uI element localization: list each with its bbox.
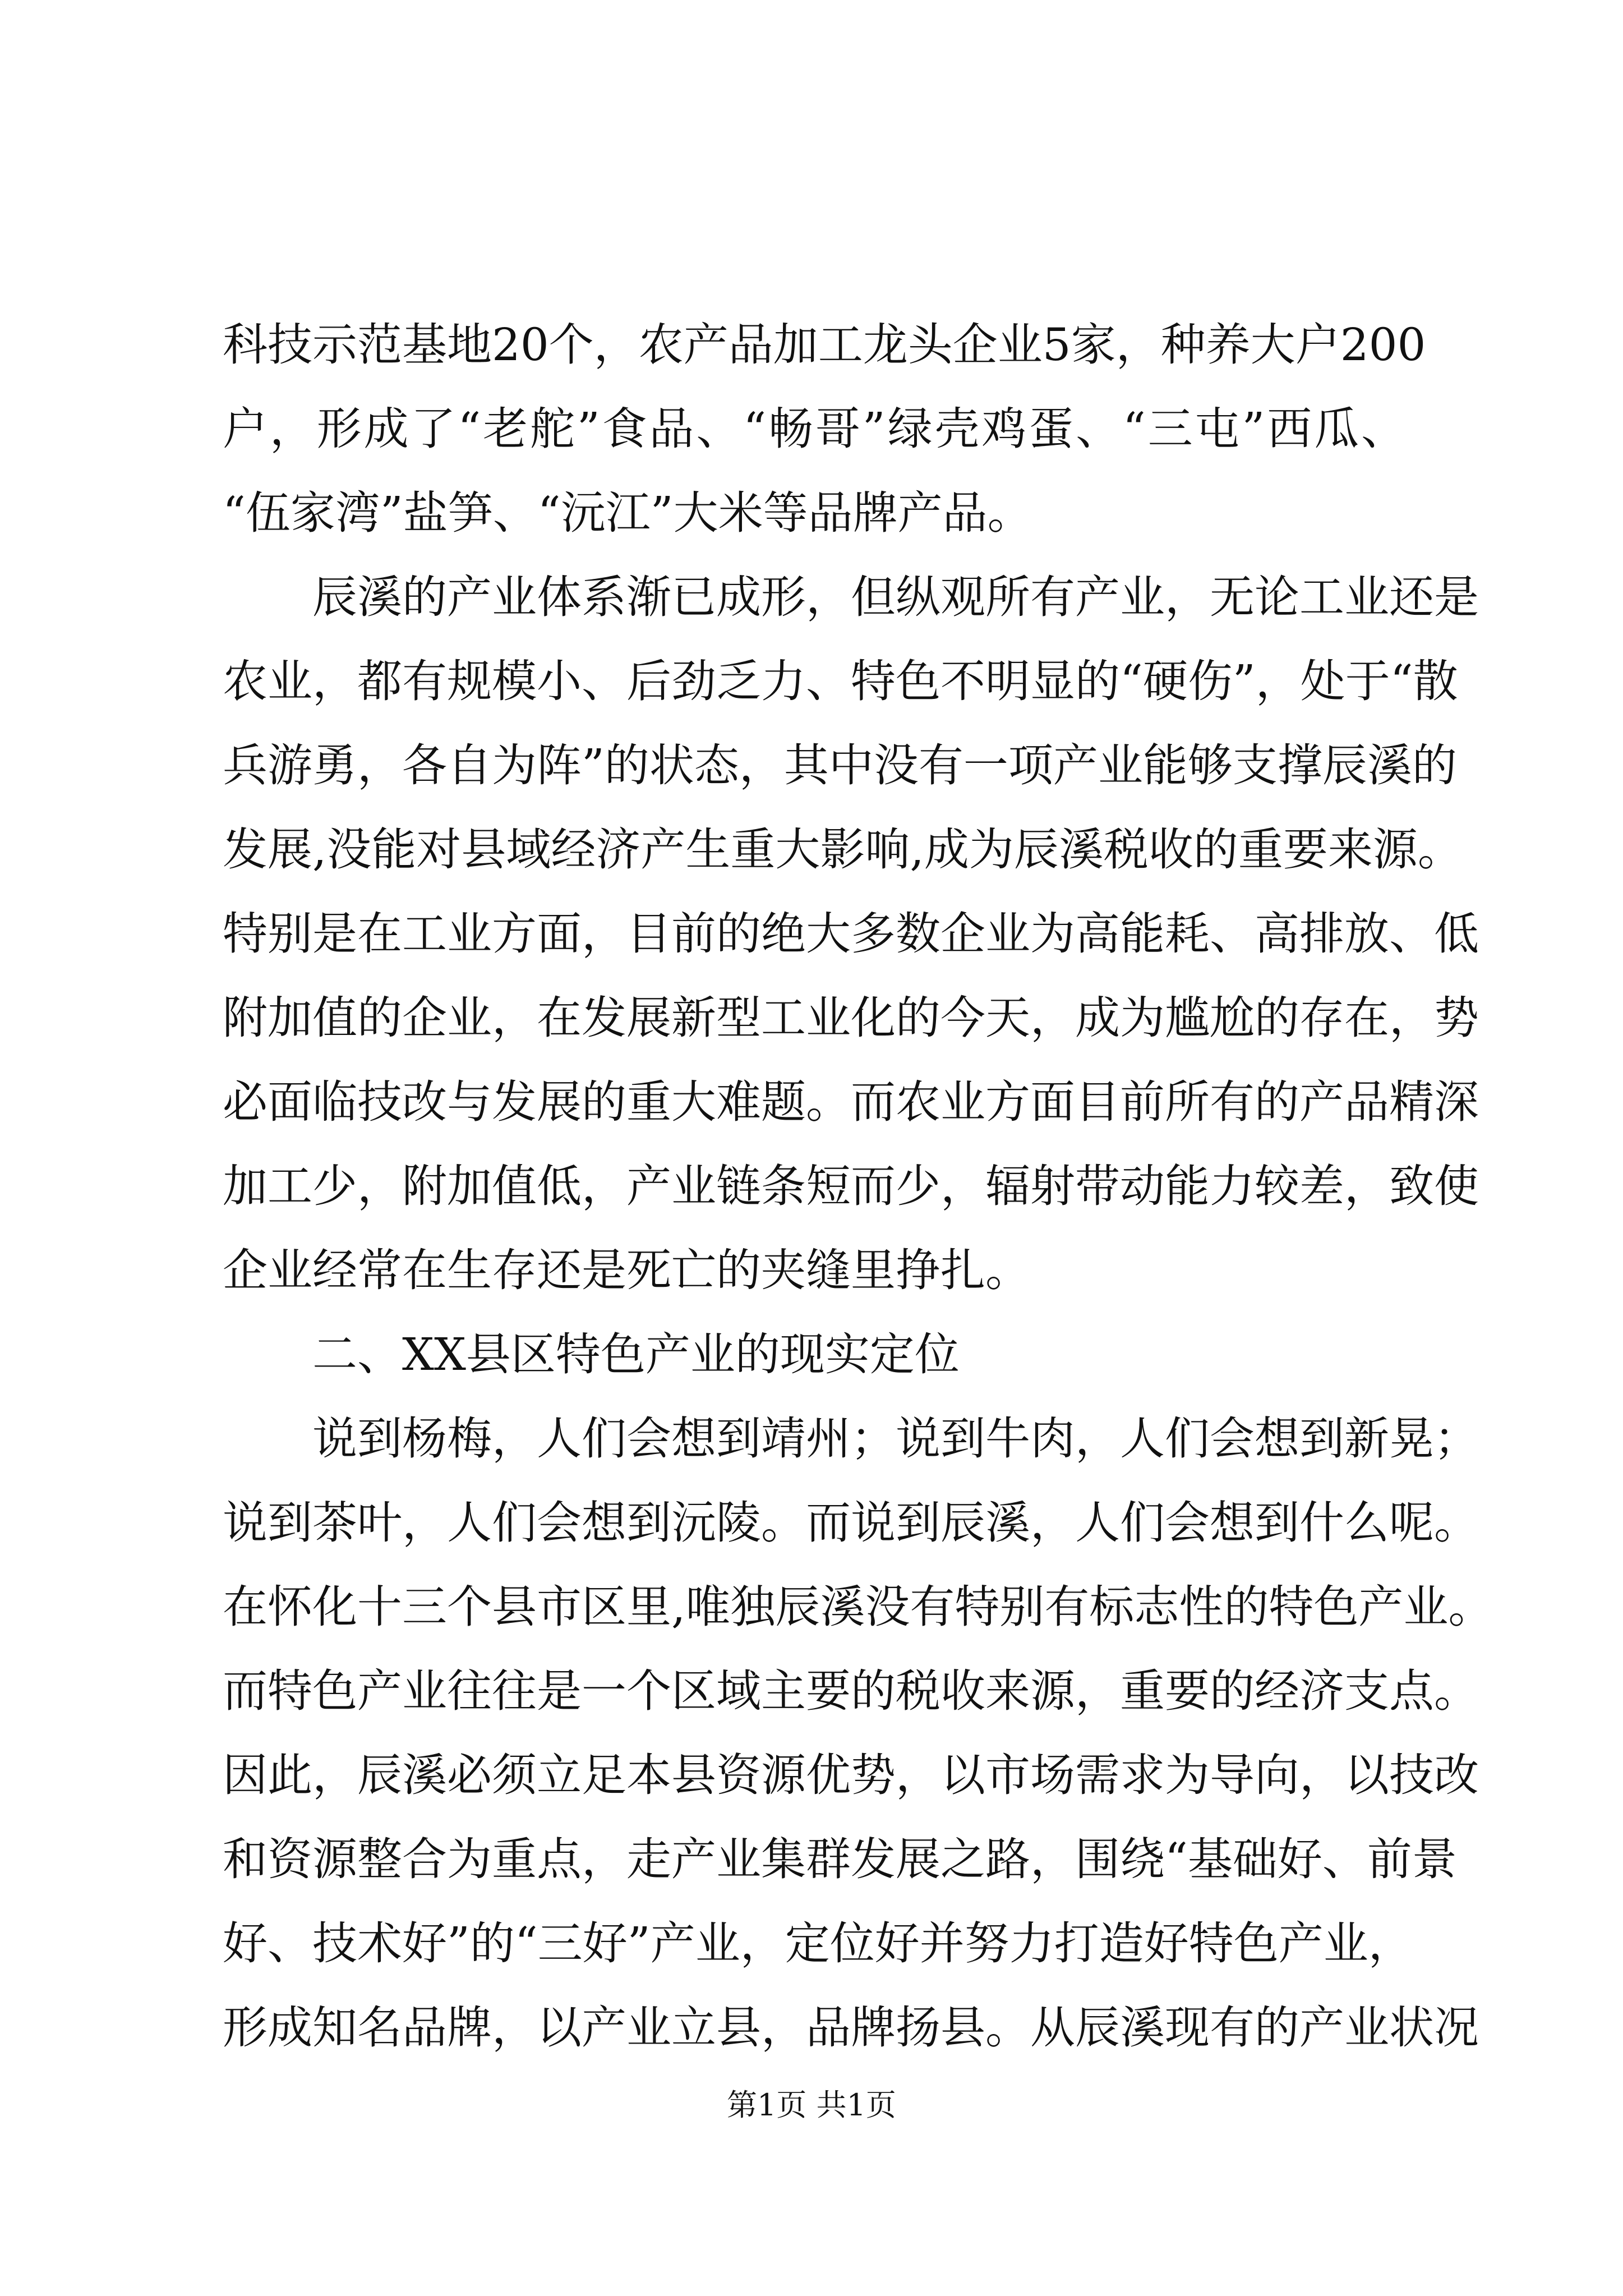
text-line: 企业经常在生存还是死亡的夹缝里挣扎。 [223,1244,1030,1296]
text-line: 科技示范基地20个，农产品加工龙头企业5家，种养大户200 [223,319,1426,371]
text-line: 而特色产业往往是一个区域主要的税收来源，重要的经济支点。 [223,1665,1479,1717]
text-line: 特别是在工业方面，目前的绝大多数企业为高能耗、高排放、低 [223,908,1479,960]
text-line: “伍家湾”盐笋、“沅江”大米等品牌产品。 [223,487,1032,539]
text-line: 因此，辰溪必须立足本县资源优势，以市场需求为导向，以技改 [223,1749,1479,1801]
page-footer: 第1页 共1页 [727,2087,896,2123]
text-line: 加工少，附加值低，产业链条短而少，辐射带动能力较差，致使 [223,1160,1479,1212]
text-line: 农业，都有规模小、后劲乏力、特色不明显的“硬伤”，处于“散 [223,655,1458,707]
text-line: 好、技术好”的“三好”产业，定位好并努力打造好特色产业， [223,1917,1413,1970]
text-line: 兵游勇，各自为阵”的状态，其中没有一项产业能够支撑辰溪的 [223,739,1457,792]
text-line: 辰溪的产业体系渐已成形，但纵观所有产业，无论工业还是 [312,571,1479,623]
text-line: 发展,没能对县域经济产生重大影响,成为辰溪税收的重要来源。 [223,823,1463,876]
text-line: 在怀化十三个县市区里,唯独辰溪没有特别有标志性的特色产业。 [223,1581,1493,1633]
text-line: 必面临技改与发展的重大难题。而农业方面目前所有的产品精深 [223,1076,1479,1128]
text-line: 说到茶叶，人们会想到沅陵。而说到辰溪，人们会想到什么呢。 [223,1497,1479,1549]
text-line: 形成知名品牌，以产业立县，品牌扬县。从辰溪现有的产业状况 [223,2001,1479,2054]
section-heading: 二、XX县区特色产业的现实定位 [312,1328,960,1381]
text-line: 户，形成了“老舵”食品、“畅哥”绿壳鸡蛋、“三屯”西瓜、 [223,403,1406,455]
text-line: 和资源整合为重点，走产业集群发展之路，围绕“基础好、前景 [223,1833,1457,1885]
text-line: 附加值的企业，在发展新型工业化的今天，成为尴尬的存在，势 [223,992,1479,1044]
text-line: 说到杨梅，人们会想到靖州；说到牛肉，人们会想到新晃； [312,1412,1479,1465]
document-body [223,303,1493,2070]
